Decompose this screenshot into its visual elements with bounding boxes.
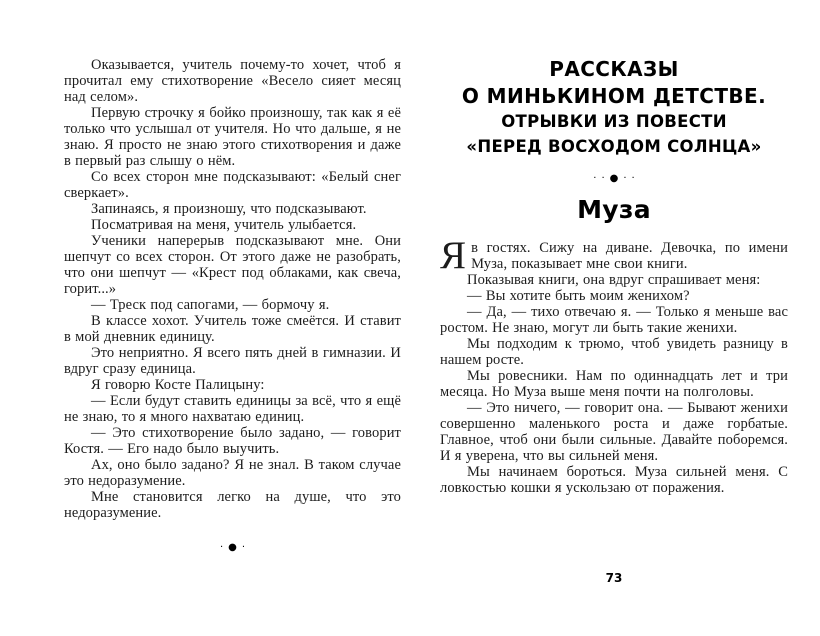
paragraph: Это неприятно. Я всего пять дней в гимназии. И вдруг сразу единица. [64, 345, 401, 377]
paragraph: — Это стихотворение было задано, — говорит Костя. — Его надо было выучить. [64, 425, 401, 457]
paragraph: — Треск под сапогами, — бормочу я. [91, 297, 330, 313]
paragraph: — Это ничего, — говорит она. — Бывают женихи совершенно маленького роста и даже горбатые. Главное, чтоб они были сильные. Давайте поборемся. И я уверена, что вы сильней меня. [440, 400, 788, 464]
section-end-dots-ornament: ·●· [219, 542, 251, 553]
paragraph: Мы начинаем бороться. Муза сильней меня. С ловкостью кошки я ускользаю от поражения. [440, 464, 788, 496]
paragraph: Мы подходим к трюмо, чтоб увидеть разницу в нашем росте. [440, 336, 788, 368]
section-title-line-1: РАССКАЗЫ [549, 57, 679, 81]
drop-cap-letter: Я [440, 234, 467, 277]
paragraph: Ученики наперерыв подсказывают мне. Они шепчут со всех сторон. От этого даже не разобрать, что они шепчут — «Крест под облаками, как свеча, горит...» [64, 233, 401, 297]
paragraph: В классе хохот. Учитель тоже смеётся. И ставит в мой дневник единицу. [64, 313, 401, 345]
right-page-text [440, 234, 788, 496]
paragraph: Мы ровесники. Нам по одиннадцать лет и три месяца. Но Муза выше меня почти на полголовы. [440, 368, 788, 400]
right-page-paragraphs [440, 272, 788, 496]
paragraph: Ах, оно было задано? Я не знал. В таком случае это недоразумение. [64, 457, 401, 489]
left-page-text [64, 57, 401, 521]
paragraph: Оказывается, учитель почему-то хочет, чтоб я прочитал ему стихотворение «Весело сияет месяц над селом». [64, 57, 401, 105]
paragraph: — Если будут ставить единицы за всё, что я ещё не знаю, то я много нахватаю единиц. [64, 393, 401, 425]
paragraph: — Да, — тихо отвечаю я. — Только я меньше вас ростом. Не знаю, могут ли быть такие женихи. [440, 304, 788, 336]
paragraph: — Вы хотите быть моим женихом? [467, 288, 690, 304]
paragraph: Показывая книги, она вдруг спрашивает меня: [467, 272, 761, 288]
section-title-line-2: О МИНЬКИНОМ ДЕТСТВЕ. [461, 84, 767, 108]
paragraph-with-dropcap [440, 234, 788, 277]
paragraph: Первую строчку я бойко произношу, так как я её только что услышал от учителя. Но что дальше, я не знаю. Я просто не знаю этого стихотворения и даже в первый раз слышу о нём. [64, 105, 401, 169]
page-left [64, 57, 401, 553]
page-right [440, 56, 788, 616]
page-number: 73 [605, 571, 623, 585]
paragraph: Мне становится легко на душе, что это недоразумение. [64, 489, 401, 521]
paragraph-text: в гостях. Сижу на диване. Девочка, по имени Муза, показывает мне свои книги. [471, 240, 788, 272]
section-subtitle-line-2: «ПЕРЕД ВОСХОДОМ СОЛНЦА» [466, 136, 762, 156]
paragraph: Посматривая на меня, учитель улыбается. [91, 217, 357, 233]
paragraph: Со всех сторон мне подсказывают: «Белый снег сверкает». [64, 169, 401, 201]
title-dots-ornament: ··●·· [593, 173, 640, 184]
section-title-block [440, 56, 788, 159]
paragraph: Я говорю Косте Палицыну: [91, 377, 265, 393]
chapter-title: Муза [577, 195, 651, 224]
paragraph: Запинаясь, я произношу, что подсказывают. [91, 201, 367, 217]
section-subtitle-line-1: ОТРЫВКИ ИЗ ПОВЕСТИ [501, 112, 727, 131]
